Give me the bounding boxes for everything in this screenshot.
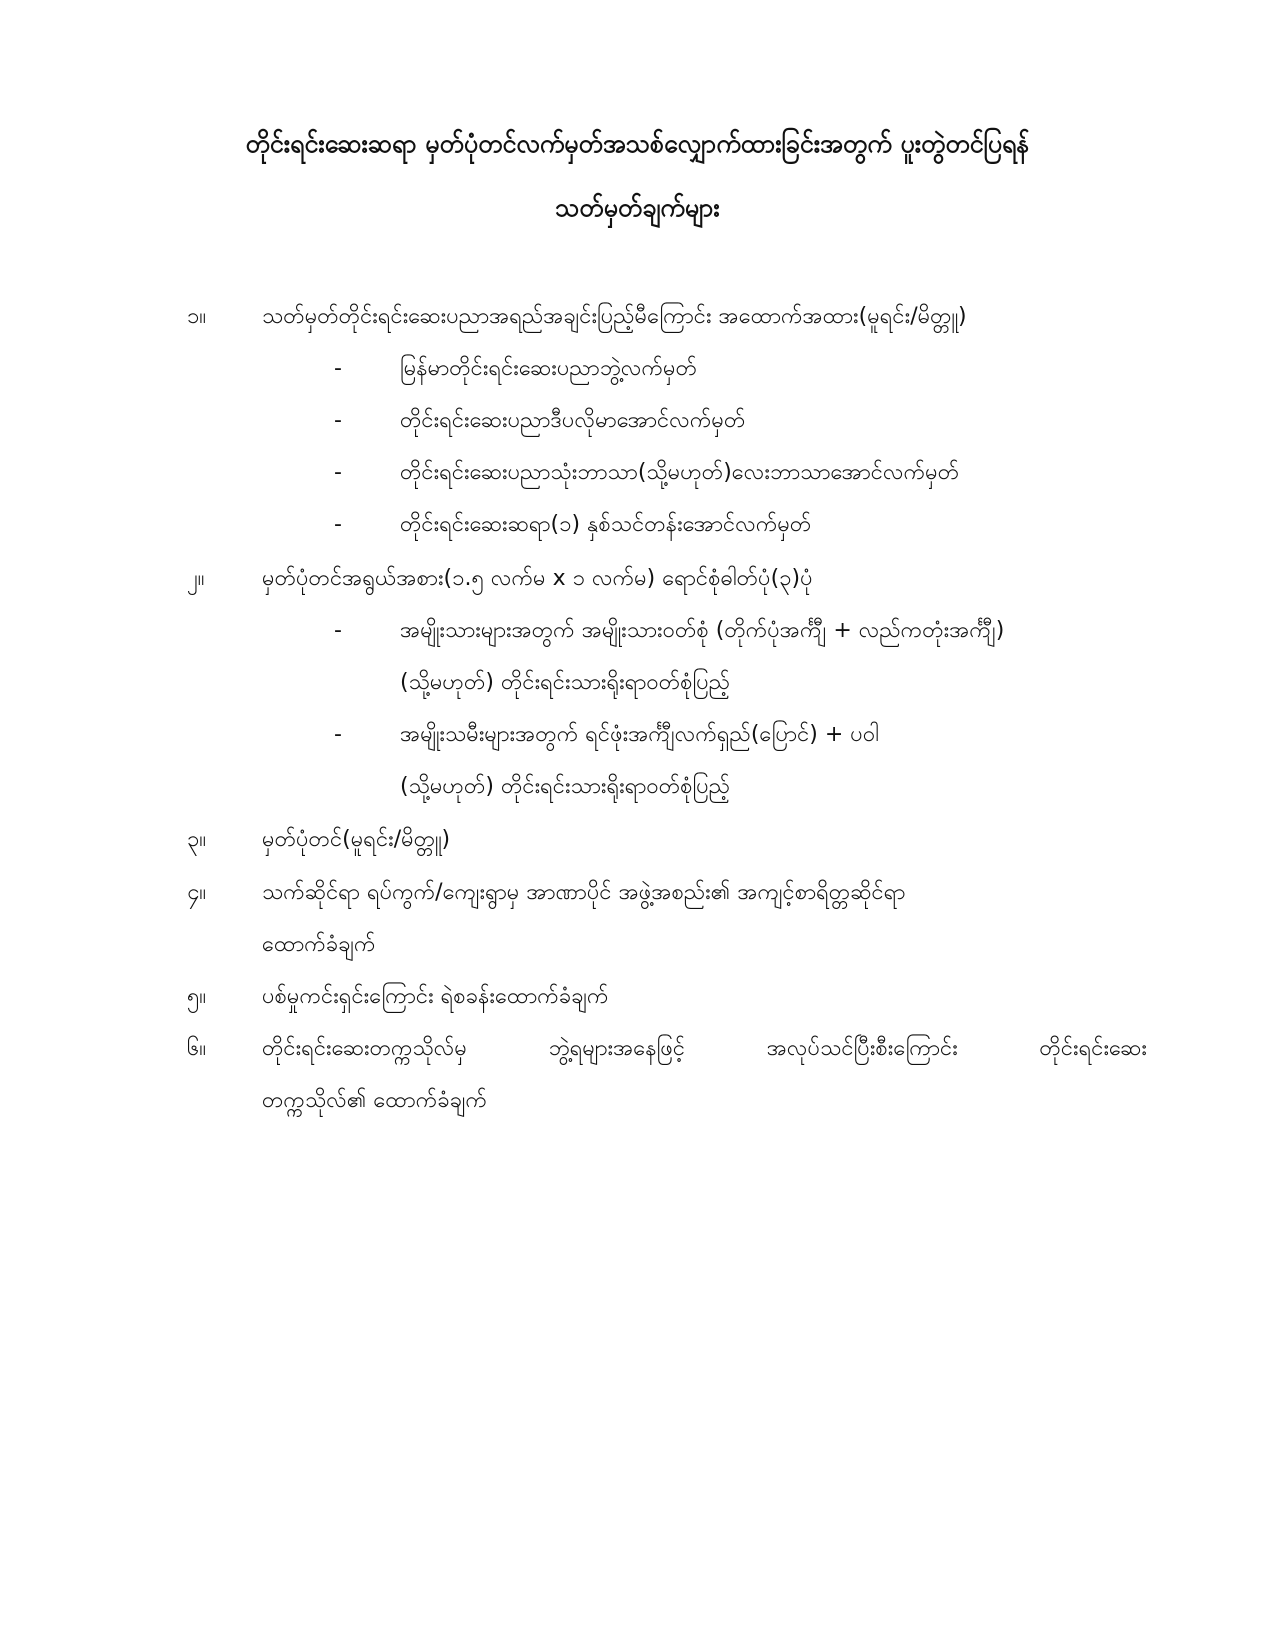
item-1-sub-3-text: တိုင်းရင်းဆေးပညာသုံးဘာသာ(သို့မဟုတ်)လေးဘာသာအောင်လက်မှတ် xyxy=(400,460,960,485)
item-6-text xyxy=(262,1032,1147,1066)
item-1-sub-1-dash: - xyxy=(334,356,342,381)
item-2-sub-1-text: အမျိုးသားများအတွက် အမျိုးသားဝတ်စုံ (တိုက်ပုံအင်္ကျီ + လည်ကတုံးအင်္ကျီ) xyxy=(400,618,1005,643)
item-1-number: ၁။ xyxy=(187,304,207,329)
item-6-number: ၆။ xyxy=(187,1036,207,1061)
item-2-sub-2-dash: - xyxy=(334,722,342,747)
item-1-sub-2-text: တိုင်းရင်းဆေးပညာဒီပလိုမာအောင်လက်မှတ် xyxy=(400,408,746,433)
item-4-text-continued: ထောက်ခံချက် xyxy=(262,932,376,957)
item-3-text: မှတ်ပုံတင်(မူရင်း/မိတ္တူ) xyxy=(262,827,451,852)
item-1-sub-4-text: တိုင်းရင်းဆေးဆရာ(၁) နှစ်သင်တန်းအောင်လက်မှတ် xyxy=(400,512,812,537)
document-title-line-1: တိုင်းရင်းဆေးဆရာ မှတ်ပုံတင်လက်မှတ်အသစ်လျှောက်ထားခြင်းအတွက် ပူးတွဲတင်ပြရန် xyxy=(245,129,1030,158)
item-2-sub-2-text-continued: (သို့မဟုတ်) တိုင်းရင်းသားရိုးရာဝတ်စုံပြည့် xyxy=(400,774,731,799)
item-1-sub-3-dash: - xyxy=(334,460,342,485)
item-5-number: ၅။ xyxy=(187,984,207,1009)
item-6-text-continued: တက္ကသိုလ်၏ ထောက်ခံချက် xyxy=(262,1088,487,1113)
item-6-text-part-1: တိုင်းရင်းဆေးတက္ကသိုလ်မှ xyxy=(262,1036,467,1061)
item-1-text: သတ်မှတ်တိုင်းရင်းဆေးပညာအရည်အချင်းပြည့်မီကြောင်း အထောက်အထား(မူရင်း/မိတ္တူ) xyxy=(262,304,967,329)
item-2-sub-1-text-continued: (သို့မဟုတ်) တိုင်းရင်းသားရိုးရာဝတ်စုံပြည့် xyxy=(400,670,731,695)
item-1-sub-1-text: မြန်မာတိုင်းရင်းဆေးပညာဘွဲ့လက်မှတ် xyxy=(400,356,698,381)
item-6-text-part-4: တိုင်းရင်းဆေး xyxy=(1039,1036,1147,1061)
item-4-text: သက်ဆိုင်ရာ ရပ်ကွက်/ကျေးရွာမှ အာဏာပိုင် အဖွဲ့အစည်း၏ အကျင့်စာရိတ္တဆိုင်ရာ xyxy=(262,880,906,905)
item-3-number: ၃။ xyxy=(187,827,207,852)
item-2-text: မှတ်ပုံတင်အရွယ်အစား(၁.၅ လက်မ x ၁ လက်မ) ရောင်စုံဓါတ်ပုံ(၃)ပုံ xyxy=(262,566,813,591)
item-4-number: ၄။ xyxy=(187,880,207,905)
item-6-text-part-3: အလုပ်သင်ပြီးစီးကြောင်း xyxy=(766,1036,958,1061)
item-5-text: ပစ်မှုကင်းရှင်းကြောင်း ရဲစခန်းထောက်ခံချက် xyxy=(262,984,609,1009)
item-1-sub-4-dash: - xyxy=(334,512,342,537)
item-1-sub-2-dash: - xyxy=(334,408,342,433)
item-2-sub-1-dash: - xyxy=(334,618,342,643)
item-2-sub-2-text: အမျိုးသမီးများအတွက် ရင်ဖုံးအင်္ကျီလက်ရှည်(ပြောင်) + ပဝါ xyxy=(400,722,879,747)
item-6-text-part-2: ဘွဲ့ရများအနေဖြင့် xyxy=(548,1036,686,1061)
item-2-number: ၂။ xyxy=(187,566,205,591)
document-title-line-2: သတ်မှတ်ချက်များ xyxy=(555,193,720,222)
